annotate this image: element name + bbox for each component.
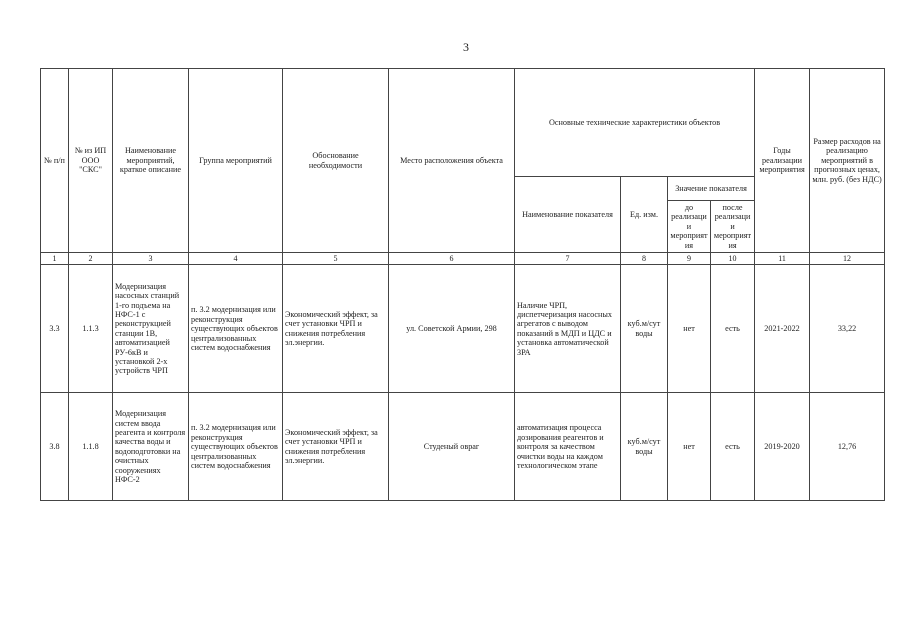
header-cost: Размер расходов на реализацию мероприятий в прогнозных ценах, млн. руб. (без НДС) [810,69,885,253]
row-before: нет [668,265,711,393]
column-number: 10 [711,253,755,265]
row-after: есть [711,393,755,501]
column-number: 8 [621,253,668,265]
column-number: 11 [755,253,810,265]
row-reason: Экономический эффект, за счет установки ЧРП и снижения потребления эл.энергии. [283,265,389,393]
row-after: есть [711,265,755,393]
table-row [41,393,885,501]
row-ip: 1.1.3 [69,265,113,393]
row-group: п. 3.2 модернизация или реконструкция существующих объектов централизованных систем водоснабжения [189,265,283,393]
row-before: нет [668,393,711,501]
row-unit: куб.м/сут воды [621,393,668,501]
header-name: Наименование мероприятий, краткое описание [113,69,189,253]
row-num: 3.8 [41,393,69,501]
header-unit: Ед. изм. [621,177,668,253]
row-place: Студеный овраг [389,393,515,501]
row-years: 2019-2020 [755,393,810,501]
row-indicator: автоматизация процесса дозирования реагентов и контроля за качеством очистки воды на каждом технологическом этапе [515,393,621,501]
column-number: 1 [41,253,69,265]
header-ip: № из ИП ООО "СКС" [69,69,113,253]
row-name: Модернизация систем ввода реагента и контроля качества воды и водоподготовки на очистных сооружениях НФС-2 [113,393,189,501]
column-number: 9 [668,253,711,265]
page-number: 3 [463,40,469,54]
row-unit: куб.м/сут воды [621,265,668,393]
measures-table [40,68,885,501]
row-cost: 33,22 [810,265,885,393]
row-cost: 12,76 [810,393,885,501]
header-years: Годы реализации мероприятия [755,69,810,253]
header-num: № п/п [41,69,69,253]
column-number-row [41,253,885,265]
column-number: 7 [515,253,621,265]
header-after: после реализации мероприятия [711,201,755,253]
row-group: п. 3.2 модернизация или реконструкция существующих объектов централизованных систем водоснабжения [189,393,283,501]
header-group: Группа мероприятий [189,69,283,253]
row-place: ул. Советской Армии, 298 [389,265,515,393]
header-before: до реализации мероприятия [668,201,711,253]
row-ip: 1.1.8 [69,393,113,501]
header-reason: Обоснование необходимости [283,69,389,253]
row-name: Модернизация насосных станций 1-го подъема на НФС-1 с реконструкцией станции 1В, автоматизацией РУ-6кВ и установкой 2-х устройств ЧРП [113,265,189,393]
row-indicator: Наличие ЧРП, диспетчеризация насосных агрегатов с выводом показаний в МДП и ЦДС и установка автоматической ЗРА [515,265,621,393]
table-row [41,265,885,393]
column-number: 4 [189,253,283,265]
column-number: 12 [810,253,885,265]
column-number: 2 [69,253,113,265]
header-main-characteristics: Основные технические характеристики объектов [515,69,755,177]
row-years: 2021-2022 [755,265,810,393]
row-reason: Экономический эффект, за счет установки ЧРП и снижения потребления эл.энергии. [283,393,389,501]
column-number: 5 [283,253,389,265]
column-number: 3 [113,253,189,265]
header-value: Значение показателя [668,177,755,201]
header-place: Место расположения объекта [389,69,515,253]
column-number: 6 [389,253,515,265]
row-num: 3.3 [41,265,69,393]
header-indicator: Наименование показателя [515,177,621,253]
